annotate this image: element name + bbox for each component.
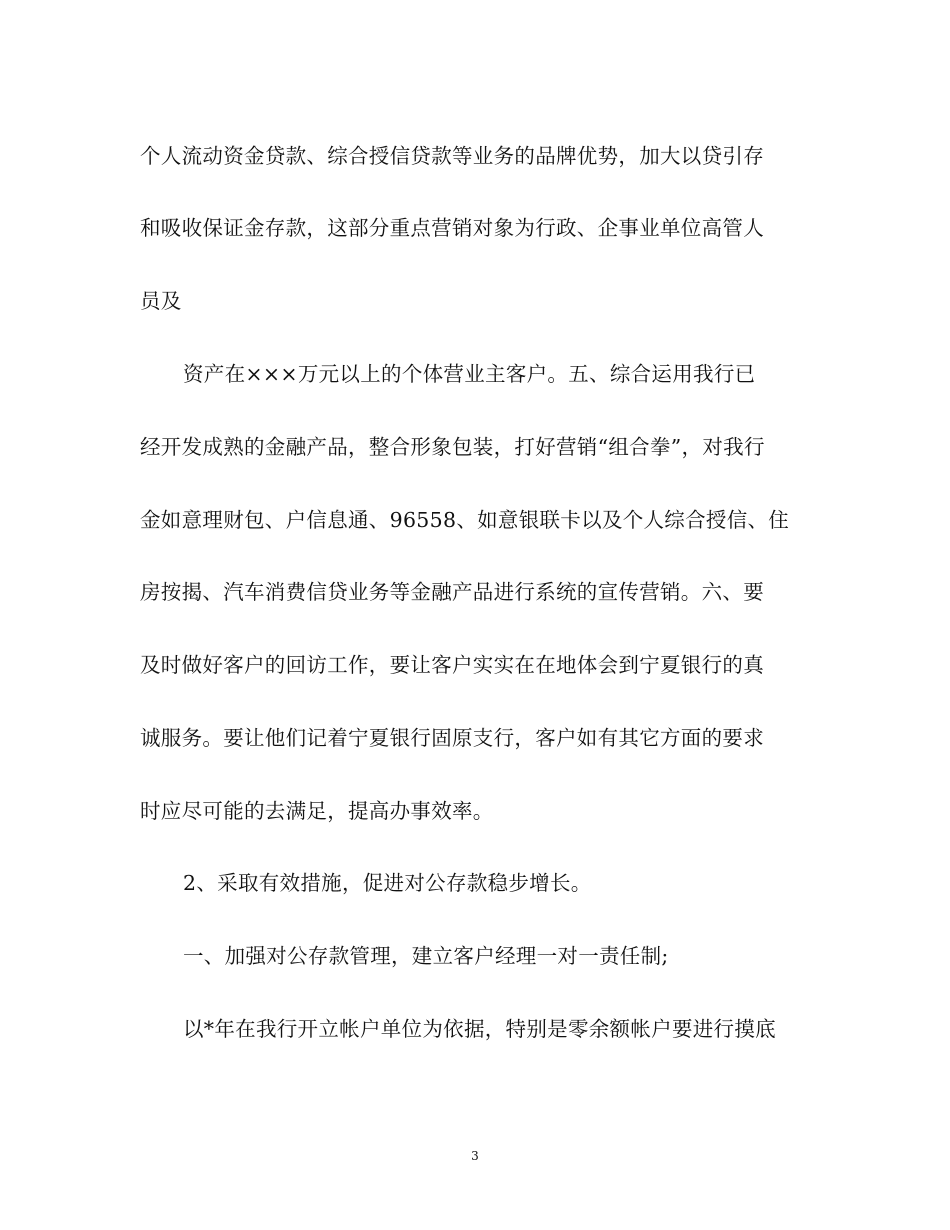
paragraph-line: 以*年在我行开立帐户单位为依据，特别是零余额帐户要进行摸底 xyxy=(183,1017,776,1041)
paragraph-line: 资产在×××万元以上的个体营业主客户。五、综合运用我行已 xyxy=(183,362,756,386)
page-number: 3 xyxy=(471,1149,479,1163)
paragraph-line: 诚服务。要让他们记着宁夏银行固原支行，客户如有其它方面的要求 xyxy=(140,726,764,750)
paragraph-line: 员及 xyxy=(140,289,182,313)
section-heading: 2、采取有效措施，促进对公存款稳步增长。 xyxy=(183,871,592,895)
paragraph-line: 金如意理财包、户信息通、96558、如意银联卡以及个人综合授信、住 xyxy=(140,508,790,532)
paragraph-line: 和吸收保证金存款，这部分重点营销对象为行政、企事业单位高管人 xyxy=(140,216,764,240)
paragraph-line: 个人流动资金贷款、综合授信贷款等业务的品牌优势，加大以贷引存 xyxy=(140,144,764,168)
paragraph-line: 经开发成熟的金融产品，整合形象包装，打好营销“组合拳”，对我行 xyxy=(140,435,765,459)
paragraph-line: 及时做好客户的回访工作，要让客户实实在在地体会到宁夏银行的真 xyxy=(140,653,764,677)
paragraph-line: 一、加强对公存款管理，建立客户经理一对一责任制; xyxy=(183,944,669,968)
paragraph-line: 时应尽可能的去满足，提高办事效率。 xyxy=(140,799,494,823)
paragraph-line: 房按揭、汽车消费信贷业务等金融产品进行系统的宣传营销。六、要 xyxy=(140,580,764,604)
